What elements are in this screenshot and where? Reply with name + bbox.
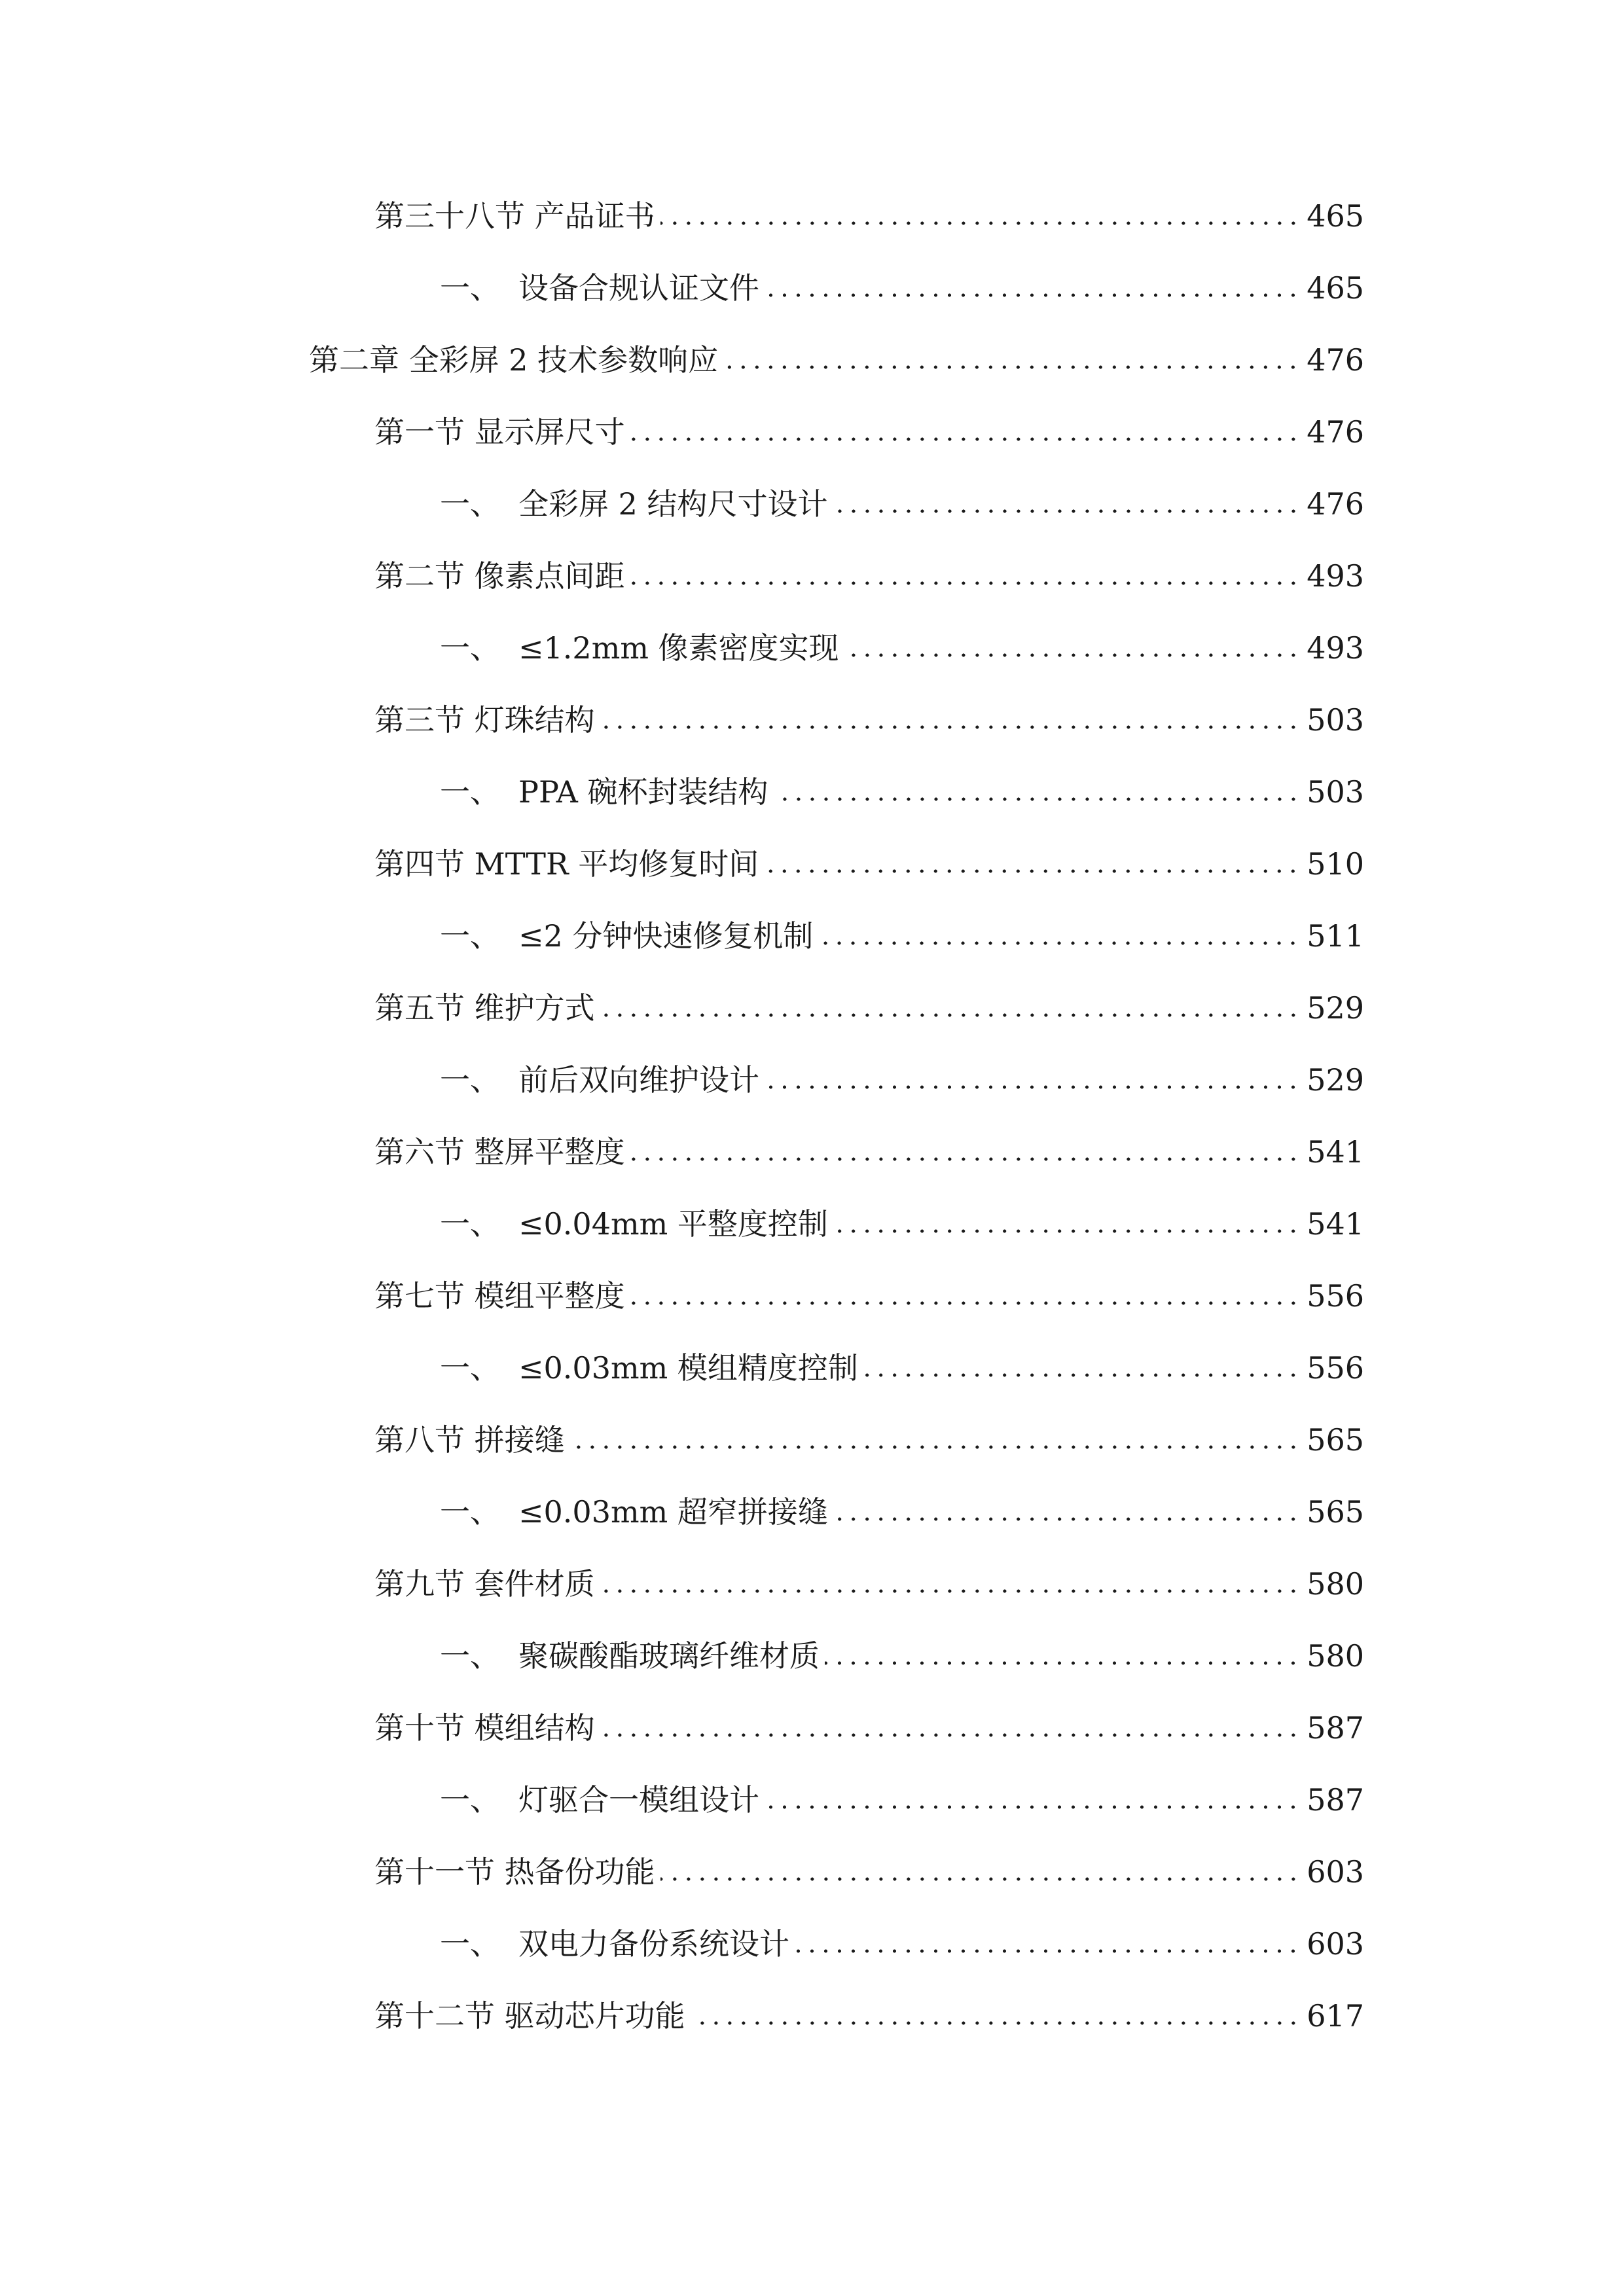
toc-entry-title: 第七节 模组平整度 bbox=[374, 1278, 625, 1314]
toc-entry-page-number: 503 bbox=[1307, 702, 1364, 738]
toc-entry-subsection[interactable] bbox=[440, 622, 1364, 674]
toc-entry-page-number: 465 bbox=[1307, 198, 1364, 234]
toc-entry-section[interactable] bbox=[374, 406, 1364, 458]
toc-dot-leader bbox=[795, 1949, 1300, 1953]
toc-entry-section[interactable] bbox=[374, 1558, 1364, 1610]
toc-entry-title: 第十二节 驱动芯片功能 bbox=[374, 1998, 685, 2034]
toc-entry-title: 第四节 MTTR 平均修复时间 bbox=[374, 846, 759, 882]
toc-dot-leader bbox=[863, 1373, 1300, 1377]
toc-dot-leader bbox=[723, 365, 1300, 369]
toc-dot-leader bbox=[818, 941, 1300, 945]
toc-entry-subsection[interactable] bbox=[440, 766, 1364, 818]
toc-entry-page-number: 617 bbox=[1307, 1998, 1364, 2034]
toc-entry-page-number: 529 bbox=[1307, 990, 1364, 1026]
toc-dot-leader bbox=[825, 1661, 1300, 1665]
toc-entry-title: 第二节 像素点间距 bbox=[374, 558, 625, 594]
toc-entry-section[interactable] bbox=[374, 1126, 1364, 1178]
toc-entry-title: 第十节 模组结构 bbox=[374, 1710, 595, 1746]
toc-entry-section[interactable] bbox=[374, 1702, 1364, 1754]
toc-entry-title: 第二章 全彩屏 2 技术参数响应 bbox=[309, 342, 719, 378]
toc-entry-title: ≤0.03mm 模组精度控制 bbox=[518, 1350, 858, 1386]
toc-entry-subsection[interactable] bbox=[440, 478, 1364, 530]
toc-entry-page-number: 503 bbox=[1307, 774, 1364, 810]
toc-entry-section[interactable] bbox=[374, 550, 1364, 602]
toc-entry-page-number: 493 bbox=[1307, 630, 1364, 666]
toc-entry-title: 第三节 灯珠结构 bbox=[374, 702, 595, 738]
toc-entry-subsection[interactable] bbox=[440, 1342, 1364, 1394]
toc-entry-page-number: 511 bbox=[1307, 918, 1364, 954]
toc-entry-section[interactable] bbox=[374, 838, 1364, 890]
toc-entry-page-number: 476 bbox=[1307, 414, 1364, 450]
toc-entry-subsection[interactable] bbox=[440, 1486, 1364, 1538]
toc-entry-title: 第九节 套件材质 bbox=[374, 1566, 595, 1602]
toc-dot-leader bbox=[570, 1445, 1300, 1449]
toc-entry-section[interactable] bbox=[374, 1846, 1364, 1898]
toc-entry-title: 全彩屏 2 结构尺寸设计 bbox=[518, 486, 828, 522]
toc-dot-leader bbox=[630, 581, 1300, 585]
toc-entry-section[interactable] bbox=[374, 1990, 1364, 2042]
toc-entry-marker: 一、 bbox=[440, 1638, 500, 1674]
toc-entry-chapter[interactable] bbox=[309, 334, 1364, 386]
toc-dot-leader bbox=[600, 725, 1300, 729]
toc-dot-leader bbox=[764, 869, 1300, 873]
toc-entry-marker: 一、 bbox=[440, 1926, 500, 1962]
toc-entry-page-number: 580 bbox=[1307, 1638, 1364, 1674]
toc-entry-page-number: 541 bbox=[1307, 1206, 1364, 1242]
toc-entry-section[interactable] bbox=[374, 694, 1364, 746]
toc-dot-leader bbox=[833, 509, 1300, 513]
toc-entry-page-number: 587 bbox=[1307, 1710, 1364, 1746]
toc-dot-leader bbox=[630, 1301, 1300, 1305]
toc-entry-title: 第一节 显示屏尺寸 bbox=[374, 414, 625, 450]
toc-entry-subsection[interactable] bbox=[440, 1630, 1364, 1682]
toc-entry-section[interactable] bbox=[374, 190, 1364, 242]
toc-entry-page-number: 565 bbox=[1307, 1422, 1364, 1458]
toc-dot-leader bbox=[765, 1085, 1300, 1089]
toc-entry-page-number: 603 bbox=[1307, 1854, 1364, 1890]
toc-entry-subsection[interactable] bbox=[440, 1054, 1364, 1106]
toc-entry-marker: 一、 bbox=[440, 486, 500, 522]
toc-dot-leader bbox=[660, 221, 1300, 225]
toc-entry-marker: 一、 bbox=[440, 1350, 500, 1386]
toc-dot-leader bbox=[774, 797, 1300, 801]
toc-entry-title: ≤0.04mm 平整度控制 bbox=[518, 1206, 828, 1242]
toc-entry-marker: 一、 bbox=[440, 1206, 500, 1242]
toc-entry-title: 设备合规认证文件 bbox=[518, 270, 759, 306]
toc-entry-marker: 一、 bbox=[440, 918, 500, 954]
toc-dot-leader bbox=[833, 1517, 1300, 1521]
toc-entry-subsection[interactable] bbox=[440, 1198, 1364, 1250]
toc-entry-marker: 一、 bbox=[440, 630, 500, 666]
toc-entry-subsection[interactable] bbox=[440, 1774, 1364, 1826]
toc-dot-leader bbox=[691, 2021, 1300, 2025]
toc-entry-title: 第十一节 热备份功能 bbox=[374, 1854, 655, 1890]
toc-entry-title: 第六节 整屏平整度 bbox=[374, 1134, 625, 1170]
toc-entry-marker: 一、 bbox=[440, 774, 500, 810]
toc-dot-leader bbox=[630, 1157, 1300, 1161]
toc-entry-subsection[interactable] bbox=[440, 262, 1364, 314]
toc-entry-page-number: 603 bbox=[1307, 1926, 1364, 1962]
toc-dot-leader bbox=[660, 1877, 1300, 1881]
toc-entry-marker: 一、 bbox=[440, 270, 500, 306]
toc-entry-title: 第五节 维护方式 bbox=[374, 990, 595, 1026]
toc-dot-leader bbox=[630, 437, 1300, 441]
toc-entry-title: 灯驱合一模组设计 bbox=[518, 1782, 759, 1818]
toc-entry-title: 第三十八节 产品证书 bbox=[374, 198, 655, 234]
toc-dot-leader bbox=[844, 653, 1300, 657]
toc-entry-title: PPA 碗杯封装结构 bbox=[518, 774, 768, 810]
toc-entry-page-number: 476 bbox=[1307, 342, 1364, 378]
toc-entry-page-number: 476 bbox=[1307, 486, 1364, 522]
toc-entry-section[interactable] bbox=[374, 1414, 1364, 1466]
toc-entry-page-number: 565 bbox=[1307, 1494, 1364, 1530]
toc-dot-leader bbox=[833, 1229, 1300, 1233]
toc-entry-title: 双电力备份系统设计 bbox=[518, 1926, 789, 1962]
toc-entry-page-number: 580 bbox=[1307, 1566, 1364, 1602]
toc-entry-marker: 一、 bbox=[440, 1062, 500, 1098]
toc-dot-leader bbox=[600, 1733, 1300, 1737]
toc-entry-title: 第八节 拼接缝 bbox=[374, 1422, 565, 1458]
toc-entry-page-number: 493 bbox=[1307, 558, 1364, 594]
toc-entry-page-number: 556 bbox=[1307, 1278, 1364, 1314]
toc-entry-subsection[interactable] bbox=[440, 1918, 1364, 1970]
toc-entry-page-number: 529 bbox=[1307, 1062, 1364, 1098]
toc-entry-section[interactable] bbox=[374, 1270, 1364, 1322]
toc-dot-leader bbox=[600, 1013, 1300, 1017]
toc-entry-title: ≤2 分钟快速修复机制 bbox=[518, 918, 814, 954]
toc-entry-page-number: 465 bbox=[1307, 270, 1364, 306]
toc-entry-page-number: 587 bbox=[1307, 1782, 1364, 1818]
toc-entry-page-number: 510 bbox=[1307, 846, 1364, 882]
toc-entry-title: ≤1.2mm 像素密度实现 bbox=[518, 630, 839, 666]
toc-entry-title: 聚碳酸酯玻璃纤维材质 bbox=[518, 1638, 820, 1674]
toc-entry-page-number: 556 bbox=[1307, 1350, 1364, 1386]
toc-entry-page-number: 541 bbox=[1307, 1134, 1364, 1170]
toc-entry-section[interactable] bbox=[374, 982, 1364, 1034]
toc-entry-subsection[interactable] bbox=[440, 910, 1364, 962]
toc-entry-title: ≤0.03mm 超窄拼接缝 bbox=[518, 1494, 828, 1530]
toc-entry-title: 前后双向维护设计 bbox=[518, 1062, 759, 1098]
toc-entry-marker: 一、 bbox=[440, 1782, 500, 1818]
toc-dot-leader bbox=[600, 1589, 1300, 1593]
toc-dot-leader bbox=[765, 1805, 1300, 1809]
toc-dot-leader bbox=[765, 293, 1300, 297]
toc-entry-marker: 一、 bbox=[440, 1494, 500, 1530]
